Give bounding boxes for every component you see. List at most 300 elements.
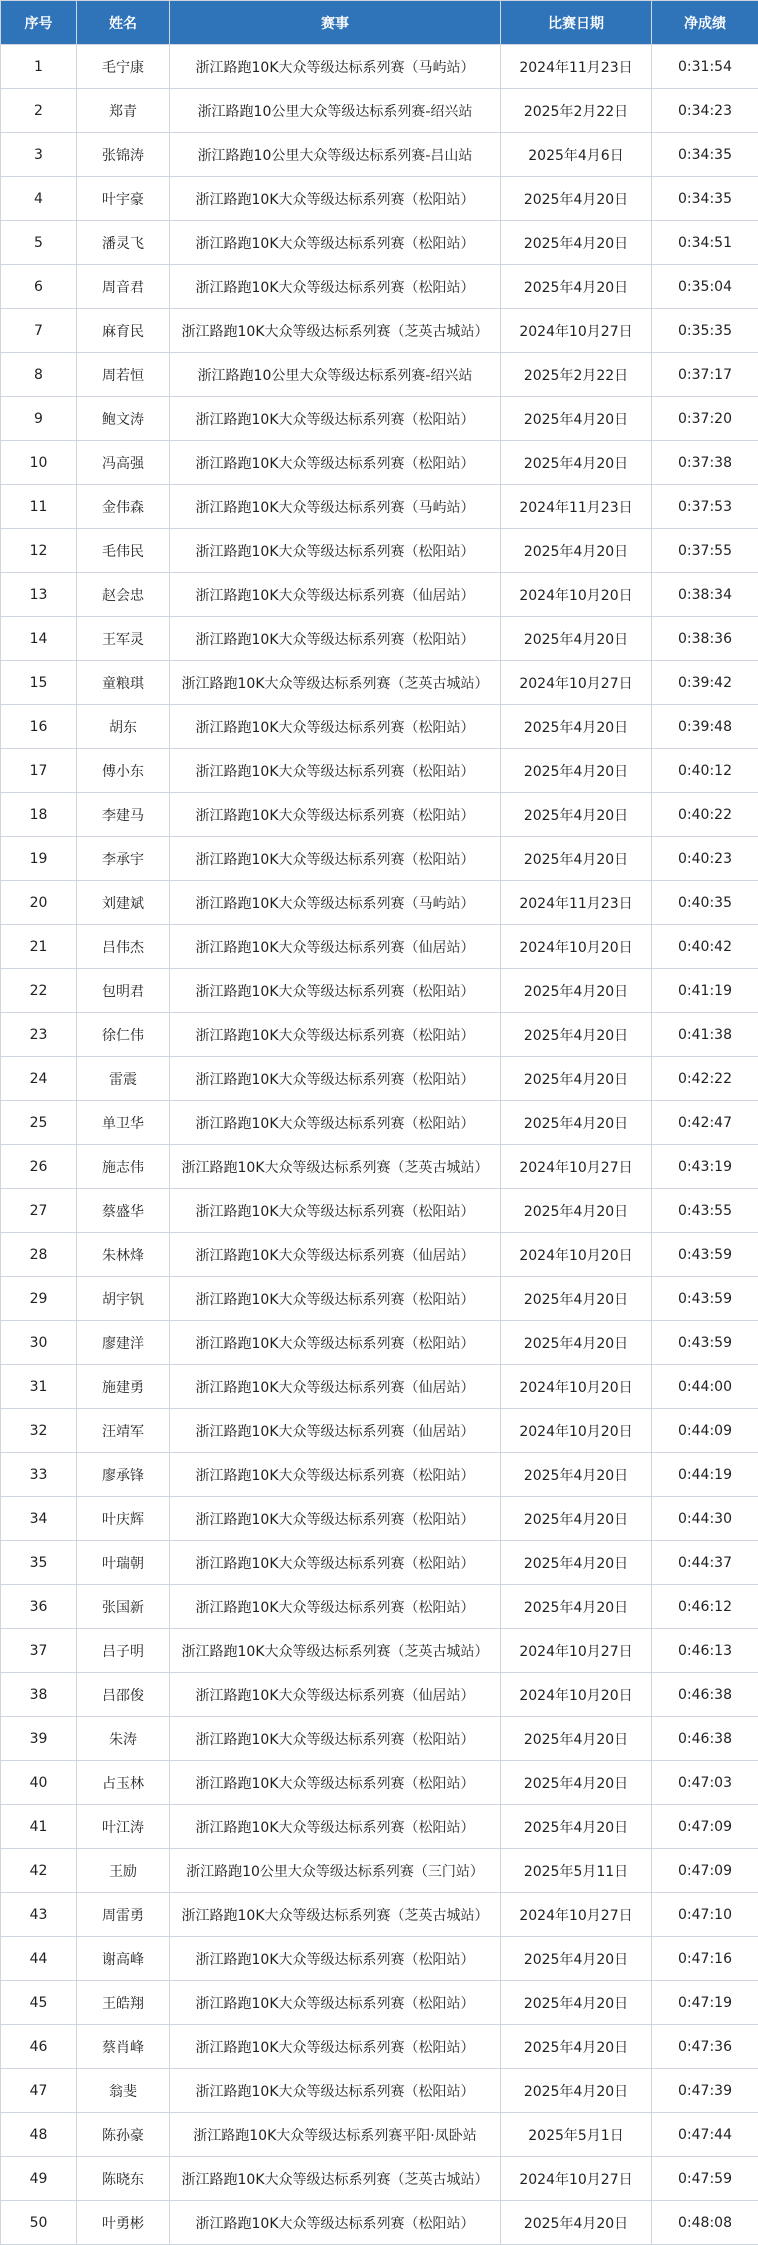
cell-date: 2025年4月20日 (501, 529, 652, 573)
cell-name: 胡宇钒 (77, 1277, 170, 1321)
cell-date: 2025年4月20日 (501, 837, 652, 881)
cell-index: 5 (1, 221, 77, 265)
cell-date: 2024年10月27日 (501, 661, 652, 705)
cell-date: 2024年10月27日 (501, 1893, 652, 1937)
cell-date: 2025年4月20日 (501, 397, 652, 441)
cell-event: 浙江路跑10K大众等级达标系列赛（松阳站） (170, 705, 501, 749)
cell-name: 王励 (77, 1849, 170, 1893)
cell-index: 29 (1, 1277, 77, 1321)
cell-net-time: 0:43:55 (652, 1189, 758, 1233)
cell-event: 浙江路跑10K大众等级达标系列赛（芝英古城站） (170, 309, 501, 353)
cell-event: 浙江路跑10K大众等级达标系列赛（松阳站） (170, 1761, 501, 1805)
cell-event: 浙江路跑10K大众等级达标系列赛（松阳站） (170, 1937, 501, 1981)
cell-net-time: 0:42:47 (652, 1101, 758, 1145)
cell-index: 21 (1, 925, 77, 969)
table-row (1, 1101, 758, 1145)
cell-event: 浙江路跑10K大众等级达标系列赛（马屿站） (170, 881, 501, 925)
cell-name: 胡东 (77, 705, 170, 749)
cell-net-time: 0:47:39 (652, 2069, 758, 2113)
cell-index: 43 (1, 1893, 77, 1937)
cell-event: 浙江路跑10K大众等级达标系列赛（松阳站） (170, 793, 501, 837)
cell-net-time: 0:34:35 (652, 133, 758, 177)
table-row (1, 2157, 758, 2201)
cell-name: 叶宇豪 (77, 177, 170, 221)
cell-name: 叶庆辉 (77, 1497, 170, 1541)
cell-net-time: 0:44:19 (652, 1453, 758, 1497)
table-row (1, 133, 758, 177)
cell-date: 2024年11月23日 (501, 45, 652, 89)
cell-index: 47 (1, 2069, 77, 2113)
cell-date: 2025年4月20日 (501, 177, 652, 221)
cell-net-time: 0:46:12 (652, 1585, 758, 1629)
cell-name: 吕伟杰 (77, 925, 170, 969)
cell-name: 叶勇彬 (77, 2201, 170, 2245)
table-row (1, 837, 758, 881)
header-index: 序号 (1, 1, 77, 45)
cell-event: 浙江路跑10K大众等级达标系列赛（松阳站） (170, 1453, 501, 1497)
cell-event: 浙江路跑10K大众等级达标系列赛（松阳站） (170, 1717, 501, 1761)
table-row (1, 1321, 758, 1365)
table-row (1, 969, 758, 1013)
cell-name: 包明君 (77, 969, 170, 1013)
cell-name: 周音君 (77, 265, 170, 309)
cell-date: 2024年10月20日 (501, 1409, 652, 1453)
cell-net-time: 0:47:59 (652, 2157, 758, 2201)
cell-index: 3 (1, 133, 77, 177)
cell-net-time: 0:39:42 (652, 661, 758, 705)
cell-index: 35 (1, 1541, 77, 1585)
cell-name: 吕子明 (77, 1629, 170, 1673)
cell-event: 浙江路跑10K大众等级达标系列赛（马屿站） (170, 485, 501, 529)
cell-net-time: 0:44:00 (652, 1365, 758, 1409)
cell-event: 浙江路跑10K大众等级达标系列赛（松阳站） (170, 221, 501, 265)
table-row (1, 1849, 758, 1893)
table-row (1, 1013, 758, 1057)
cell-name: 麻育民 (77, 309, 170, 353)
cell-name: 鲍文涛 (77, 397, 170, 441)
cell-net-time: 0:40:42 (652, 925, 758, 969)
table-row (1, 2201, 758, 2245)
table-row (1, 1145, 758, 1189)
cell-event: 浙江路跑10K大众等级达标系列赛（芝英古城站） (170, 1629, 501, 1673)
table-row (1, 2113, 758, 2157)
cell-index: 7 (1, 309, 77, 353)
cell-index: 48 (1, 2113, 77, 2157)
cell-date: 2025年4月20日 (501, 1541, 652, 1585)
cell-net-time: 0:46:38 (652, 1717, 758, 1761)
cell-name: 王军灵 (77, 617, 170, 661)
table-row (1, 1937, 758, 1981)
cell-net-time: 0:44:09 (652, 1409, 758, 1453)
cell-name: 单卫华 (77, 1101, 170, 1145)
cell-index: 37 (1, 1629, 77, 1673)
table-header (1, 1, 758, 45)
cell-index: 45 (1, 1981, 77, 2025)
cell-event: 浙江路跑10K大众等级达标系列赛（松阳站） (170, 969, 501, 1013)
cell-date: 2025年4月20日 (501, 1585, 652, 1629)
cell-net-time: 0:47:44 (652, 2113, 758, 2157)
cell-index: 19 (1, 837, 77, 881)
cell-name: 叶瑞朝 (77, 1541, 170, 1585)
cell-index: 9 (1, 397, 77, 441)
table-row (1, 441, 758, 485)
cell-name: 毛宁康 (77, 45, 170, 89)
cell-net-time: 0:43:59 (652, 1321, 758, 1365)
table-row (1, 221, 758, 265)
cell-net-time: 0:43:59 (652, 1233, 758, 1277)
cell-date: 2025年4月20日 (501, 1101, 652, 1145)
cell-date: 2025年5月11日 (501, 1849, 652, 1893)
cell-net-time: 0:34:35 (652, 177, 758, 221)
cell-net-time: 0:46:13 (652, 1629, 758, 1673)
cell-net-time: 0:39:48 (652, 705, 758, 749)
cell-index: 22 (1, 969, 77, 1013)
cell-net-time: 0:35:04 (652, 265, 758, 309)
table-row (1, 1233, 758, 1277)
cell-index: 36 (1, 1585, 77, 1629)
table-row (1, 925, 758, 969)
cell-event: 浙江路跑10K大众等级达标系列赛（松阳站） (170, 1981, 501, 2025)
table-row (1, 881, 758, 925)
cell-index: 46 (1, 2025, 77, 2069)
cell-net-time: 0:47:10 (652, 1893, 758, 1937)
cell-net-time: 0:42:22 (652, 1057, 758, 1101)
table-row (1, 309, 758, 353)
cell-net-time: 0:37:55 (652, 529, 758, 573)
cell-name: 刘建斌 (77, 881, 170, 925)
table-row (1, 1057, 758, 1101)
cell-index: 40 (1, 1761, 77, 1805)
cell-name: 金伟森 (77, 485, 170, 529)
table-row (1, 1805, 758, 1849)
cell-net-time: 0:47:19 (652, 1981, 758, 2025)
cell-name: 施建勇 (77, 1365, 170, 1409)
table-row (1, 397, 758, 441)
cell-name: 汪靖军 (77, 1409, 170, 1453)
cell-name: 叶江涛 (77, 1805, 170, 1849)
table-row (1, 1497, 758, 1541)
cell-event: 浙江路跑10K大众等级达标系列赛（松阳站） (170, 1101, 501, 1145)
cell-net-time: 0:44:37 (652, 1541, 758, 1585)
cell-index: 23 (1, 1013, 77, 1057)
cell-net-time: 0:47:09 (652, 1805, 758, 1849)
cell-event: 浙江路跑10K大众等级达标系列赛（松阳站） (170, 265, 501, 309)
cell-date: 2024年10月27日 (501, 2157, 652, 2201)
cell-index: 39 (1, 1717, 77, 1761)
cell-net-time: 0:40:12 (652, 749, 758, 793)
table-row (1, 529, 758, 573)
table-row (1, 617, 758, 661)
table-row (1, 353, 758, 397)
cell-name: 赵会忠 (77, 573, 170, 617)
cell-net-time: 0:37:17 (652, 353, 758, 397)
cell-index: 30 (1, 1321, 77, 1365)
cell-event: 浙江路跑10K大众等级达标系列赛（仙居站） (170, 1409, 501, 1453)
cell-net-time: 0:47:09 (652, 1849, 758, 1893)
cell-event: 浙江路跑10K大众等级达标系列赛（松阳站） (170, 177, 501, 221)
cell-net-time: 0:37:20 (652, 397, 758, 441)
cell-date: 2024年10月20日 (501, 1673, 652, 1717)
cell-event: 浙江路跑10公里大众等级达标系列赛-绍兴站 (170, 89, 501, 133)
cell-event: 浙江路跑10K大众等级达标系列赛（芝英古城站） (170, 1145, 501, 1189)
table-row (1, 661, 758, 705)
table-row (1, 2025, 758, 2069)
cell-name: 张国新 (77, 1585, 170, 1629)
table-row (1, 1981, 758, 2025)
cell-index: 32 (1, 1409, 77, 1453)
table-row (1, 1585, 758, 1629)
cell-name: 毛伟民 (77, 529, 170, 573)
cell-index: 42 (1, 1849, 77, 1893)
cell-event: 浙江路跑10K大众等级达标系列赛（芝英古城站） (170, 661, 501, 705)
cell-date: 2024年10月20日 (501, 925, 652, 969)
cell-index: 14 (1, 617, 77, 661)
cell-event: 浙江路跑10K大众等级达标系列赛（松阳站） (170, 2025, 501, 2069)
cell-date: 2025年2月22日 (501, 89, 652, 133)
cell-index: 38 (1, 1673, 77, 1717)
cell-name: 朱涛 (77, 1717, 170, 1761)
cell-date: 2024年11月23日 (501, 881, 652, 925)
cell-date: 2025年4月20日 (501, 265, 652, 309)
cell-name: 雷震 (77, 1057, 170, 1101)
cell-index: 26 (1, 1145, 77, 1189)
cell-index: 6 (1, 265, 77, 309)
cell-name: 陈晓东 (77, 2157, 170, 2201)
cell-index: 50 (1, 2201, 77, 2245)
cell-index: 17 (1, 749, 77, 793)
cell-index: 44 (1, 1937, 77, 1981)
cell-date: 2025年4月20日 (501, 221, 652, 265)
cell-name: 廖建洋 (77, 1321, 170, 1365)
cell-net-time: 0:44:30 (652, 1497, 758, 1541)
table-row (1, 1893, 758, 1937)
cell-event: 浙江路跑10K大众等级达标系列赛（松阳站） (170, 1277, 501, 1321)
cell-date: 2025年4月20日 (501, 617, 652, 661)
cell-event: 浙江路跑10K大众等级达标系列赛（松阳站） (170, 837, 501, 881)
cell-name: 徐仁伟 (77, 1013, 170, 1057)
cell-index: 25 (1, 1101, 77, 1145)
cell-event: 浙江路跑10K大众等级达标系列赛（仙居站） (170, 925, 501, 969)
cell-date: 2025年4月6日 (501, 133, 652, 177)
cell-index: 20 (1, 881, 77, 925)
cell-event: 浙江路跑10公里大众等级达标系列赛-绍兴站 (170, 353, 501, 397)
cell-net-time: 0:43:59 (652, 1277, 758, 1321)
cell-event: 浙江路跑10K大众等级达标系列赛（松阳站） (170, 441, 501, 485)
cell-index: 16 (1, 705, 77, 749)
cell-date: 2024年10月20日 (501, 1365, 652, 1409)
table-row (1, 485, 758, 529)
cell-date: 2025年4月20日 (501, 1805, 652, 1849)
cell-net-time: 0:48:08 (652, 2201, 758, 2245)
cell-event: 浙江路跑10K大众等级达标系列赛（松阳站） (170, 1057, 501, 1101)
cell-event: 浙江路跑10K大众等级达标系列赛（松阳站） (170, 749, 501, 793)
cell-date: 2025年2月22日 (501, 353, 652, 397)
cell-date: 2025年4月20日 (501, 2069, 652, 2113)
cell-name: 郑青 (77, 89, 170, 133)
cell-date: 2025年4月20日 (501, 2201, 652, 2245)
cell-date: 2025年4月20日 (501, 1321, 652, 1365)
cell-index: 34 (1, 1497, 77, 1541)
cell-net-time: 0:40:35 (652, 881, 758, 925)
cell-date: 2025年4月20日 (501, 1189, 652, 1233)
table-row (1, 45, 758, 89)
cell-index: 31 (1, 1365, 77, 1409)
cell-event: 浙江路跑10K大众等级达标系列赛（松阳站） (170, 1189, 501, 1233)
cell-event: 浙江路跑10K大众等级达标系列赛（松阳站） (170, 1497, 501, 1541)
table-row (1, 705, 758, 749)
cell-name: 李建马 (77, 793, 170, 837)
cell-event: 浙江路跑10K大众等级达标系列赛（松阳站） (170, 529, 501, 573)
cell-net-time: 0:40:22 (652, 793, 758, 837)
cell-name: 童粮琪 (77, 661, 170, 705)
table-row (1, 265, 758, 309)
cell-net-time: 0:41:38 (652, 1013, 758, 1057)
cell-date: 2025年4月20日 (501, 1937, 652, 1981)
cell-index: 11 (1, 485, 77, 529)
cell-date: 2024年11月23日 (501, 485, 652, 529)
cell-event: 浙江路跑10K大众等级达标系列赛（松阳站） (170, 1541, 501, 1585)
cell-index: 28 (1, 1233, 77, 1277)
cell-name: 张锦涛 (77, 133, 170, 177)
cell-event: 浙江路跑10K大众等级达标系列赛（马屿站） (170, 45, 501, 89)
cell-index: 2 (1, 89, 77, 133)
cell-date: 2025年4月20日 (501, 1717, 652, 1761)
table-row (1, 1673, 758, 1717)
cell-index: 18 (1, 793, 77, 837)
cell-name: 潘灵飞 (77, 221, 170, 265)
cell-net-time: 0:41:19 (652, 969, 758, 1013)
cell-date: 2025年4月20日 (501, 705, 652, 749)
cell-net-time: 0:47:36 (652, 2025, 758, 2069)
cell-name: 蔡肖峰 (77, 2025, 170, 2069)
cell-name: 周若恒 (77, 353, 170, 397)
cell-name: 蔡盛华 (77, 1189, 170, 1233)
cell-date: 2025年4月20日 (501, 1981, 652, 2025)
table-row (1, 573, 758, 617)
cell-date: 2025年4月20日 (501, 2025, 652, 2069)
cell-event: 浙江路跑10K大众等级达标系列赛（松阳站） (170, 2201, 501, 2245)
cell-name: 占玉林 (77, 1761, 170, 1805)
cell-event: 浙江路跑10K大众等级达标系列赛（松阳站） (170, 617, 501, 661)
cell-date: 2025年4月20日 (501, 749, 652, 793)
cell-date: 2025年5月1日 (501, 2113, 652, 2157)
cell-event: 浙江路跑10K大众等级达标系列赛（芝英古城站） (170, 1893, 501, 1937)
table-body (1, 45, 758, 2245)
cell-index: 12 (1, 529, 77, 573)
cell-name: 王皓翔 (77, 1981, 170, 2025)
cell-net-time: 0:37:38 (652, 441, 758, 485)
cell-date: 2025年4月20日 (501, 441, 652, 485)
cell-date: 2025年4月20日 (501, 1453, 652, 1497)
cell-index: 41 (1, 1805, 77, 1849)
table-row (1, 177, 758, 221)
cell-name: 施志伟 (77, 1145, 170, 1189)
table-row (1, 749, 758, 793)
cell-date: 2025年4月20日 (501, 1277, 652, 1321)
cell-index: 24 (1, 1057, 77, 1101)
cell-net-time: 0:31:54 (652, 45, 758, 89)
cell-date: 2025年4月20日 (501, 1497, 652, 1541)
cell-net-time: 0:38:36 (652, 617, 758, 661)
cell-event: 浙江路跑10K大众等级达标系列赛（松阳站） (170, 1585, 501, 1629)
cell-event: 浙江路跑10K大众等级达标系列赛（仙居站） (170, 573, 501, 617)
cell-net-time: 0:47:16 (652, 1937, 758, 1981)
cell-date: 2024年10月20日 (501, 1233, 652, 1277)
cell-net-time: 0:47:03 (652, 1761, 758, 1805)
cell-event: 浙江路跑10K大众等级达标系列赛（松阳站） (170, 2069, 501, 2113)
header-name: 姓名 (77, 1, 170, 45)
cell-event: 浙江路跑10K大众等级达标系列赛（仙居站） (170, 1365, 501, 1409)
cell-net-time: 0:46:38 (652, 1673, 758, 1717)
cell-event: 浙江路跑10K大众等级达标系列赛（松阳站） (170, 1805, 501, 1849)
cell-index: 33 (1, 1453, 77, 1497)
cell-net-time: 0:34:51 (652, 221, 758, 265)
cell-index: 15 (1, 661, 77, 705)
cell-event: 浙江路跑10K大众等级达标系列赛（仙居站） (170, 1233, 501, 1277)
cell-event: 浙江路跑10K大众等级达标系列赛（松阳站） (170, 1013, 501, 1057)
cell-event: 浙江路跑10K大众等级达标系列赛（仙居站） (170, 1673, 501, 1717)
cell-date: 2025年4月20日 (501, 1013, 652, 1057)
cell-name: 周雷勇 (77, 1893, 170, 1937)
cell-event: 浙江路跑10公里大众等级达标系列赛（三门站） (170, 1849, 501, 1893)
cell-name: 谢高峰 (77, 1937, 170, 1981)
cell-net-time: 0:37:53 (652, 485, 758, 529)
cell-date: 2024年10月27日 (501, 309, 652, 353)
cell-net-time: 0:43:19 (652, 1145, 758, 1189)
cell-date: 2024年10月27日 (501, 1629, 652, 1673)
cell-name: 李承宇 (77, 837, 170, 881)
cell-index: 27 (1, 1189, 77, 1233)
table-row (1, 1365, 758, 1409)
table-row (1, 1629, 758, 1673)
cell-name: 廖承锋 (77, 1453, 170, 1497)
table-row (1, 1717, 758, 1761)
table-row (1, 2069, 758, 2113)
cell-net-time: 0:34:23 (652, 89, 758, 133)
cell-name: 翁斐 (77, 2069, 170, 2113)
cell-net-time: 0:35:35 (652, 309, 758, 353)
cell-name: 冯高强 (77, 441, 170, 485)
table-row (1, 1453, 758, 1497)
cell-event: 浙江路跑10公里大众等级达标系列赛-吕山站 (170, 133, 501, 177)
cell-index: 8 (1, 353, 77, 397)
header-event: 赛事 (170, 1, 501, 45)
table-row (1, 1409, 758, 1453)
cell-name: 朱林烽 (77, 1233, 170, 1277)
table-row (1, 793, 758, 837)
cell-date: 2024年10月27日 (501, 1145, 652, 1189)
cell-index: 49 (1, 2157, 77, 2201)
cell-index: 1 (1, 45, 77, 89)
cell-event: 浙江路跑10K大众等级达标系列赛平阳·凤卧站 (170, 2113, 501, 2157)
cell-date: 2025年4月20日 (501, 793, 652, 837)
header-row (1, 1, 758, 45)
header-net-time: 净成绩 (652, 1, 758, 45)
cell-date: 2025年4月20日 (501, 1057, 652, 1101)
cell-name: 陈孙豪 (77, 2113, 170, 2157)
header-date: 比赛日期 (501, 1, 652, 45)
table-row (1, 1761, 758, 1805)
cell-net-time: 0:40:23 (652, 837, 758, 881)
cell-event: 浙江路跑10K大众等级达标系列赛（松阳站） (170, 1321, 501, 1365)
cell-event: 浙江路跑10K大众等级达标系列赛（芝英古城站） (170, 2157, 501, 2201)
cell-name: 傅小东 (77, 749, 170, 793)
table-row (1, 1277, 758, 1321)
cell-index: 10 (1, 441, 77, 485)
cell-event: 浙江路跑10K大众等级达标系列赛（松阳站） (170, 397, 501, 441)
cell-name: 吕邵俊 (77, 1673, 170, 1717)
cell-net-time: 0:38:34 (652, 573, 758, 617)
